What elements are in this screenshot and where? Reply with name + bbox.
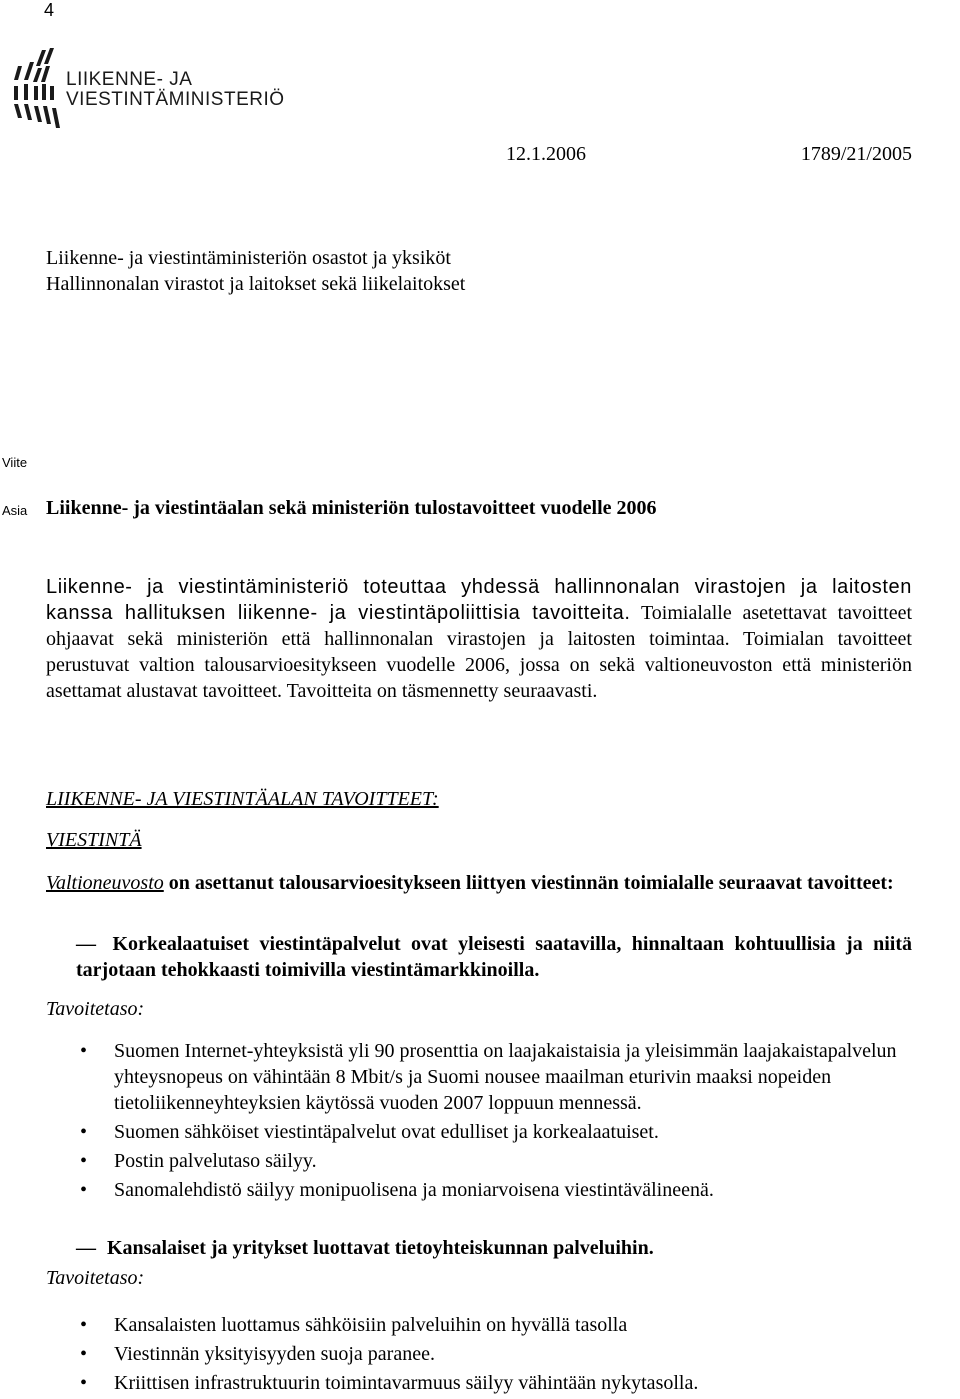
reference-label: Viite (2, 455, 28, 470)
intro-sentence: Liikenne- ja viestintäministeriö toteuttaa yhdessä hallinnonalan virastojen ja laitosten kanssa hallituksen liikenne- ja viestintäpoliittisia tavoitteita. (46, 576, 912, 624)
bullet-icon: • (80, 1179, 88, 1201)
section-heading: LIIKENNE- JA VIESTINTÄALAN TAVOITTEET: (46, 788, 439, 810)
bullet-icon: • (80, 1314, 88, 1336)
page-number: 4 (44, 0, 55, 20)
list-item (46, 1038, 912, 1116)
goal-text: Korkealaatuiset viestintäpalvelut ovat yleisesti saatavilla, hinnaltaan kohtuullisia ja niitä tarjotaan tehokkaasti toimivilla viestintämarkkinoilla. (76, 933, 913, 981)
goal-statement (76, 931, 912, 983)
list-item (46, 1119, 912, 1145)
list-item (46, 1148, 912, 1174)
bullet-icon: • (80, 1372, 88, 1394)
list-item (46, 1177, 912, 1203)
list-item-text: Suomen sähköiset viestintäpalvelut ovat edulliset ja korkealaatuiset. (114, 1121, 659, 1143)
list-item-text: Postin palvelutaso säilyy. (114, 1150, 317, 1172)
list-item-text: Sanomalehdistö säilyy monipuolisena ja moniarvoisena viestintävälineenä. (114, 1179, 714, 1201)
logo-line-1: LIIKENNE- JA (66, 69, 193, 90)
bullet-icon: • (80, 1040, 88, 1062)
list-item-text: Kriittisen infrastruktuurin toimintavarmuus säilyy vähintään nykytasolla. (114, 1372, 699, 1394)
logo-wordmark (66, 70, 285, 110)
document-number: 1789/21/2005 (800, 143, 912, 165)
subsection-heading: VIESTINTÄ (46, 829, 142, 851)
intro-paragraph (46, 574, 912, 704)
dash-marker: — (76, 933, 96, 955)
government-goals-intro (46, 870, 912, 896)
bullet-icon: • (80, 1343, 88, 1365)
recipient-line: Hallinnonalan virastot ja laitokset sekä liikelaitokset (46, 273, 466, 295)
subject-label: Asia (2, 503, 28, 518)
list-item-text: Kansalaisten luottamus sähköisiin palveluihin on hyvällä tasolla (114, 1314, 628, 1336)
logo-line-2: VIESTINTÄMINISTERIÖ (66, 89, 285, 110)
list-item (46, 1341, 912, 1367)
goal-statement (76, 1235, 912, 1261)
target-level-label: Tavoitetaso: (46, 1267, 145, 1289)
target-level-label: Tavoitetaso: (46, 998, 145, 1020)
list-item-text: Suomen Internet-yhteyksistä yli 90 prosenttia on laajakaistaisia ja yleisimmän laajakaistapalvelun yhteysnopeus on vähintään 8 Mbit/s ja Suomi nousee maailman eturivin maaksi nopeiden tietoliikenneyhteyksien käytössä vuoden 2007 loppuun mennessä. (114, 1040, 897, 1114)
government-rest: on asettanut talousarvioesitykseen liittyen viestinnän toimialalle seuraavat tavoitteet: (163, 872, 894, 894)
bullet-icon: • (80, 1150, 88, 1172)
government-lead: Valtioneuvosto (46, 872, 164, 894)
bullet-icon: • (80, 1121, 88, 1143)
list-item (46, 1370, 912, 1396)
document-date: 12.1.2006 (506, 143, 586, 165)
target-list (46, 1038, 912, 1206)
list-item-text: Viestinnän yksityisyyden suoja paranee. (114, 1343, 435, 1365)
target-list (46, 1312, 912, 1399)
subject-title: Liikenne- ja viestintäalan sekä ministeriön tulostavoitteet vuodelle 2006 (46, 497, 657, 519)
recipient-line: Liikenne- ja viestintäministeriön osastot ja yksiköt (46, 247, 451, 269)
list-item (46, 1312, 912, 1338)
intro-sentence: Toimialalle asetettavat tavoitteet ohjaavat sekä ministeriön että hallinnonalan virastojen ja laitosten toimintaa. Toimialan tavoitteet perustuvat valtion talousarvioesitykseen vuodelle 2006, jossa on sekä valtioneuvoston että ministeriön asettamat alustavat tavoitteet. Tavoitteita on täsmennetty seuraavasti. (46, 602, 913, 702)
goal-text: Kansalaiset ja yritykset luottavat tietoyhteiskunnan palveluihin. (107, 1237, 654, 1259)
dash-marker: — (76, 1237, 96, 1259)
